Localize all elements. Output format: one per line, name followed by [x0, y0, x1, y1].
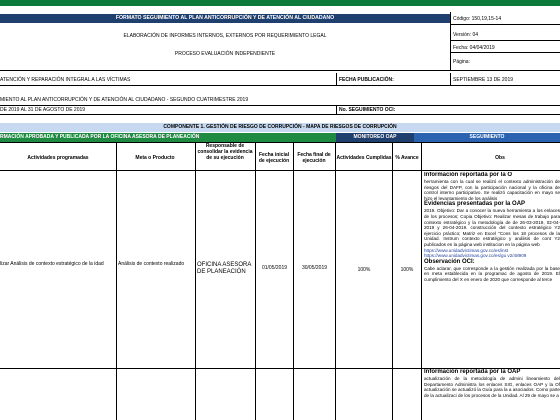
- col-avance: % Avance: [395, 155, 419, 161]
- row1-fecha-final: 30/05/2019: [301, 265, 328, 271]
- obs2-title-reportada: Información reportada por la OAP: [424, 369, 521, 375]
- row-line: [0, 85, 560, 86]
- obs-title-reportada: Información reportada por la O: [424, 172, 513, 178]
- seguimiento-band: SEGUIMIENTO: [414, 133, 560, 142]
- row1-cumplidas: 100%: [357, 267, 371, 273]
- col-fecha-final: Fecha final de ejecución: [297, 152, 331, 164]
- row1-responsable: OFICINA ASESORA DE PLANEACIÓN: [197, 262, 252, 275]
- row1-avance: 100%: [400, 267, 414, 273]
- col-line: [195, 142, 196, 420]
- col-cumplidas: Actividades Cumplidas: [336, 155, 392, 161]
- component-title: COMPONENTE 1. GESTIÓN DE RIESGO DE CORRUPCIÓN - MAPA DE RIESGOS DE CORRUPCIÓN: [0, 123, 560, 132]
- row-line: [336, 73, 337, 85]
- document-subtitle: ELABORACIÓN DE INFORMES INTERNOS, EXTERNOS POR REQUERIMIENTO LEGAL: [123, 33, 327, 39]
- row-line: [450, 73, 451, 85]
- row-line: [0, 105, 560, 106]
- meta-line: [450, 24, 560, 25]
- obs-text-reportada: herramienta con la cual se realizó el contexto administración de riesgos del DAFP, con la participación nacional y la oficina de control interno participativo. Se realizó capacitación en mayo se hizo el levantamiento de los análisis: [424, 179, 560, 201]
- obs-title-evidencias: Evidencias presentadas por la OAP: [424, 201, 526, 208]
- meta-line: [450, 40, 560, 41]
- col-line: [116, 142, 117, 420]
- date-label: Fecha: 04/04/2019: [453, 45, 495, 51]
- table-line: [0, 142, 560, 143]
- publication-date: SEPTIEMBRE 13 DE 2019: [453, 77, 514, 83]
- row1-observaciones: [424, 172, 560, 368]
- row-line: [336, 105, 337, 114]
- row1-actividad: lizar Análisis de contexto estratégico de la idad: [0, 261, 104, 267]
- process-name: PROCESO EVALUACIÓN INDEPENDIENTE: [174, 51, 276, 57]
- publication-label: FECHA PUBLICACIÓN:: [339, 77, 394, 83]
- top-accent-bar: [0, 0, 560, 6]
- header-bottom-line: [0, 70, 560, 71]
- obs-links[interactable]: https://www.unidadvictimas.gov.co/es/inst https://www.unidadvictimas.gov.co/es/gu v2/48909: [424, 247, 527, 259]
- col-line: [421, 142, 422, 420]
- col-line: [255, 142, 256, 420]
- table-line: [0, 170, 560, 171]
- row-line: [0, 114, 560, 115]
- col-actividades: Actividades programadas: [27, 155, 89, 161]
- obs-text-oci: Cabe aclarar, que corresponde a la gestión realizada por la base en meta establecida en la programac de agosto de 2019. El cumplimiento del X en enero de 2020 que corresponde al terce: [424, 265, 560, 282]
- planeacion-band: RMACIÓN APROBADA Y PUBLICADA POR LA OFICINA ASESORA DE PLANEACIÓN: [0, 133, 336, 142]
- version-label: Versión: 04: [453, 32, 479, 38]
- col-line: [293, 142, 294, 420]
- document-title: FORMATO SEGUIMIENTO AL PLAN ANTICORRUPCIÓN Y DE ATENCIÓN AL CIUDADANO: [0, 14, 450, 23]
- col-observaciones: Obs: [495, 155, 505, 161]
- col-line: [392, 142, 393, 420]
- monitoreo-band: MONITOREO OAP: [336, 133, 414, 142]
- col-responsable: Responsable de consolidar la evidencia de su ejecución: [197, 143, 253, 161]
- period-text: DE 2019 AL 31 DE AGOSTO DE 2019: [0, 107, 86, 113]
- obs2-text-reportada: actualización de la metodología de admini lineamiento del Departamento Administra los enlaces SIG, enlaces OAP y la Of actualización se actualizó la Guía para la a asociados. Como parte de la actualizaci de los procesos de la Unidad. Al 29 de mayo se a: [424, 376, 560, 398]
- row2-observaciones: [424, 369, 560, 420]
- plan-name: MIENTO AL PLAN ANTICORRUPCIÓN Y DE ATENCIÓN AL CIUDADANO - SEGUNDO CUATRIMESTRE 2019: [0, 97, 249, 103]
- obs-text-evidencias: 2019. Objetivo: Dar a conocer la nueva herramienta a los enlaces de los procesos; Copia Objetivo: Realizar mesas de trabajo para contexto estratégico y la metodología de de 26-03-2019, 02-04-2019 y 26-04-2019. construcción del contexto estratégico Y2 ejercicio práctico; Matriz en Excel "Cons los 18 procesos de la Unidad. Instrum contexto estratégico y análisis de cont Y2 publicados en la página web institucion en la página web: [424, 208, 560, 247]
- meta-divider: [450, 12, 451, 70]
- col-fecha-inicial: Fecha inicial de ejecución: [258, 152, 290, 164]
- code-label: Código: 150,19,15-14: [453, 16, 502, 22]
- row1-fecha-inicial: 01/05/2019: [261, 265, 288, 271]
- page-label: Página:: [453, 59, 470, 65]
- entity-name: ATENCIÓN Y REPARACIÓN INTEGRAL A LAS VÍCTIMAS: [0, 77, 131, 83]
- meta-line: [450, 52, 560, 53]
- seguimiento-number-label: No. SEGUIMIENTO OCI:: [339, 107, 396, 113]
- row1-meta: Análisis de contexto realizado: [118, 261, 185, 267]
- obs-title-oci: Observación OCI:: [424, 258, 475, 265]
- col-line: [335, 142, 336, 420]
- col-meta: Meta o Producto: [135, 155, 175, 161]
